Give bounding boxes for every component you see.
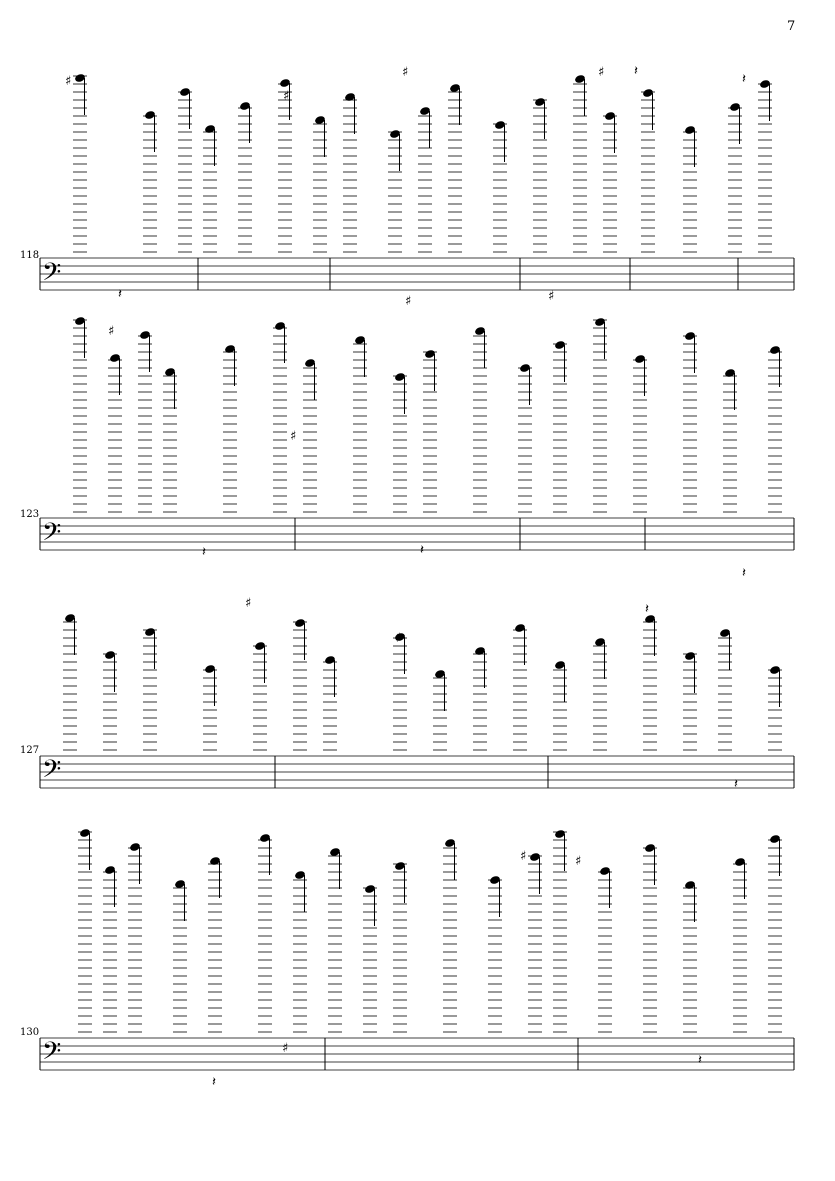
sharp-accidentals <box>65 65 604 1056</box>
measure-number-123: 123 <box>20 509 40 520</box>
svg-text:𝄽: 𝄽 <box>212 1075 216 1090</box>
svg-text:♯: ♯ <box>245 596 252 611</box>
svg-text:𝄽: 𝄽 <box>698 1053 702 1068</box>
svg-text:♯: ♯ <box>405 294 412 309</box>
measure-number-127: 127 <box>20 745 40 756</box>
svg-text:♯: ♯ <box>108 324 115 339</box>
bass-clef-icon <box>42 258 61 1072</box>
barlines <box>40 258 794 1070</box>
svg-text:𝄢: 𝄢 <box>42 258 62 293</box>
svg-text:𝄽: 𝄽 <box>734 777 738 792</box>
svg-text:♯: ♯ <box>65 74 72 89</box>
staff-lines <box>40 258 794 1070</box>
svg-text:♯: ♯ <box>282 1041 289 1056</box>
svg-text:𝄽: 𝄽 <box>742 566 746 581</box>
measure-number-118: 118 <box>20 250 40 261</box>
svg-text:♯: ♯ <box>395 631 402 646</box>
svg-text:♯: ♯ <box>575 854 582 869</box>
noteheads <box>64 73 781 926</box>
page-number: 7 <box>787 19 796 34</box>
svg-text:𝄽: 𝄽 <box>634 64 638 79</box>
svg-text:𝄽: 𝄽 <box>420 543 424 558</box>
svg-text:♯: ♯ <box>598 65 605 80</box>
svg-text:♯: ♯ <box>520 849 527 864</box>
svg-text:♯: ♯ <box>290 429 297 444</box>
svg-text:𝄽: 𝄽 <box>118 287 122 302</box>
svg-text:𝄽: 𝄽 <box>202 545 206 560</box>
measure-number-130: 130 <box>20 1027 40 1038</box>
svg-text:𝄽: 𝄽 <box>742 72 746 87</box>
svg-text:𝄢: 𝄢 <box>42 518 62 553</box>
svg-text:♯: ♯ <box>402 65 409 80</box>
svg-text:𝄢: 𝄢 <box>42 755 62 790</box>
svg-text:♯: ♯ <box>283 89 290 104</box>
svg-text:𝄢: 𝄢 <box>42 1037 62 1072</box>
svg-text:♯: ♯ <box>548 289 555 304</box>
svg-text:𝄽: 𝄽 <box>645 602 649 617</box>
